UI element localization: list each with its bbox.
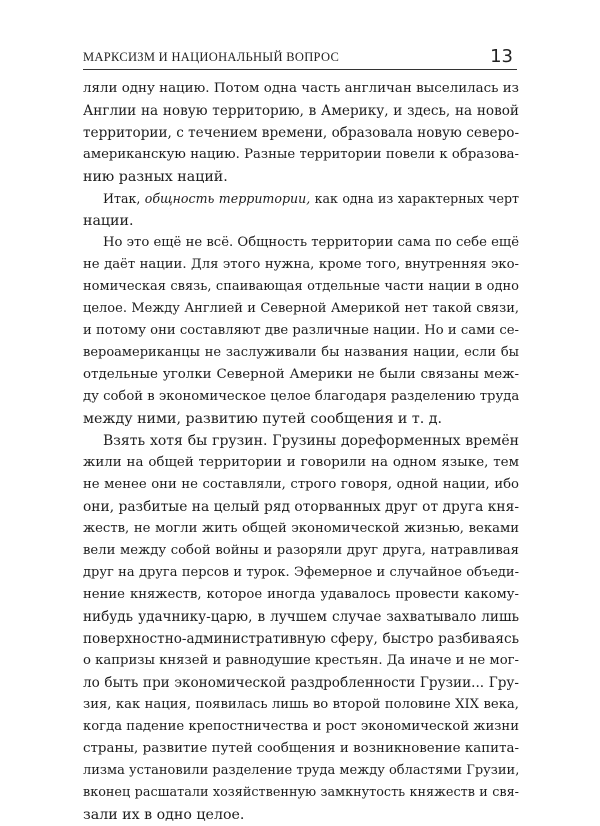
text-line: нение княжеств, которое иногда удавалось провести какому- — [83, 587, 519, 602]
text-line: ду собой в экономическое целое благодаря разделению труда — [83, 389, 520, 404]
text-line: территории, с течением времени, образовала новую северо- — [83, 125, 520, 141]
text-line: жили на общей территории и говорили на одном языке, тем — [83, 455, 519, 470]
paragraph-4 — [83, 430, 519, 826]
text-line: друг на друга персов и турок. Эфемерное и случайное объеди- — [83, 565, 519, 580]
text-line: номическая связь, спаивающая отдельные части нации в одно — [83, 279, 519, 294]
text-line: вели между собой войны и разоряли друг друга, натравливая — [83, 543, 519, 558]
text-line: поверхностно-административную сферу, быстро разбиваясь — [83, 631, 519, 647]
paragraph-2 — [83, 188, 519, 232]
italic-phrase: общность территории, — [144, 191, 311, 206]
running-title: МАРКСИЗМ И НАЦИОНАЛЬНЫЙ ВОПРОС — [83, 50, 340, 64]
running-header — [83, 45, 517, 70]
text-line: ляли одну нацию. Потом одна часть англичан выселилась из — [83, 81, 519, 96]
text-line: ло быть при экономической раздробленности Грузии... Гру- — [83, 675, 519, 691]
text-line: зия, как нация, появилась лишь во второй половине XIX века, — [83, 697, 519, 712]
text-line: не менее они не составляли, строго говоря, одной нации, ибо — [83, 477, 519, 492]
text-line: Взять хотя бы грузин. Грузины дореформенных времён — [103, 433, 519, 449]
text-line: вконец расшатали хозяйственную замкнутость княжеств и свя- — [83, 785, 519, 800]
text-line: Англии на новую территорию, в Америку, и здесь, на новой — [83, 103, 519, 119]
text-line: лизма установили разделение труда между областями Грузии, — [83, 763, 520, 778]
text-line: нию разных наций. — [83, 169, 228, 185]
text-line: между ними, развитию путей сообщения и т. д. — [83, 411, 443, 427]
text-line: Но это ещё не всё. Общность территории сама по себе ещё — [103, 235, 519, 250]
text-line: нации. — [83, 213, 134, 229]
text-line: не даёт нации. Для этого нужна, кроме того, внутренняя эко- — [83, 257, 519, 272]
text-line — [83, 188, 519, 210]
paragraph-1 — [83, 78, 519, 188]
text-line: когда падение крепостничества и рост экономической жизни — [83, 719, 519, 734]
page-number: 13 — [490, 46, 513, 67]
text-run: Итак, — [103, 191, 145, 206]
paragraph-3 — [83, 232, 519, 430]
text-line: целое. Между Англией и Северной Америкой нет такой связи, — [83, 301, 519, 316]
text-line: вероамериканцы не заслуживали бы названия нации, если бы — [83, 345, 519, 360]
text-line: страны, развитие путей сообщения и возникновение капита- — [83, 741, 519, 756]
text-line: жеств, не могли жить общей экономической жизнью, веками — [83, 521, 519, 536]
text-line: и потому они составляют две различные нации. Но и сами се- — [83, 323, 519, 338]
text-line: они, разбитые на целый ряд оторванных друг от друга кня- — [83, 499, 519, 515]
text-line: о капризы князей и равнодушие крестьян. Да иначе и не мог- — [83, 653, 519, 668]
text-line: отдельные уголки Северной Америки не были связаны меж- — [83, 367, 519, 382]
text-run: как одна из характерных черт — [310, 191, 519, 206]
text-line: зали их в одно целое. — [83, 807, 245, 823]
text-line: американскую нацию. Разные территории повели к образова- — [83, 147, 519, 162]
text-line: нибудь удачнику-царю, в лучшем случае захватывало лишь — [83, 609, 519, 625]
body-text — [83, 78, 519, 826]
